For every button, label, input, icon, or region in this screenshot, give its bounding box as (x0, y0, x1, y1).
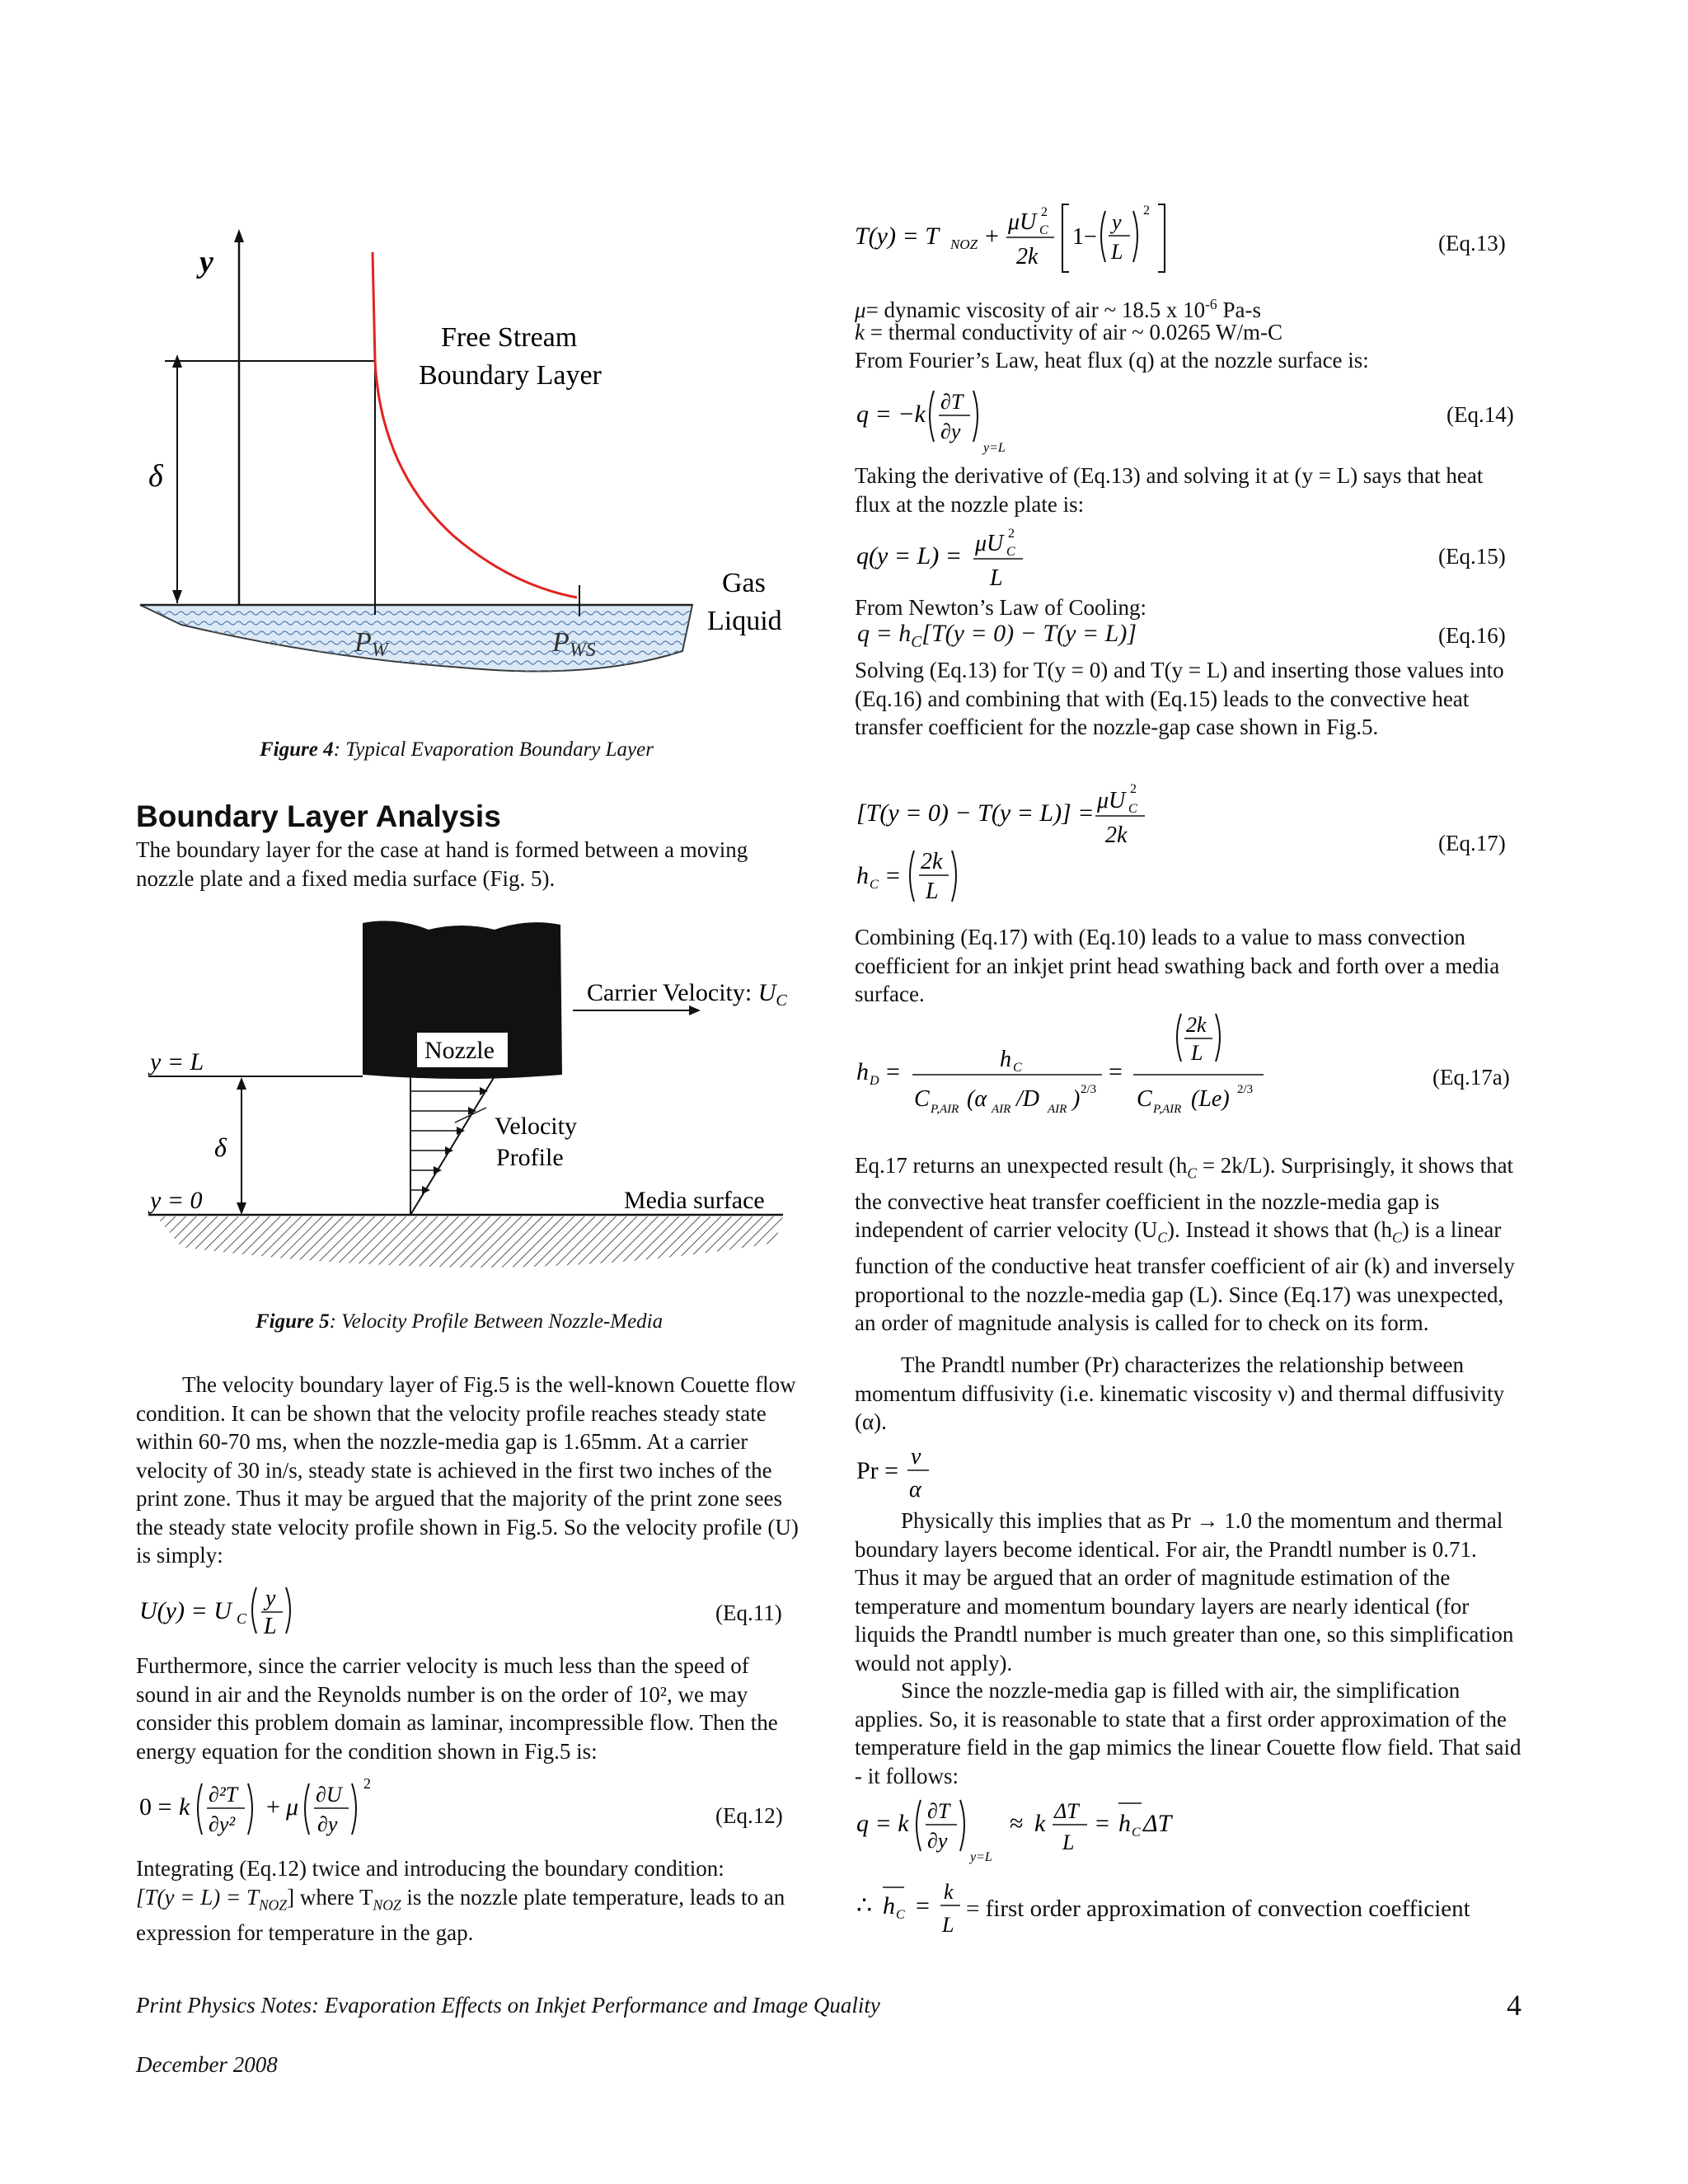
footer-date: December 2008 (136, 2052, 278, 2077)
solving-paragraph: Solving (Eq.13) for T(y = 0) and T(y = L) and inserting those values into (Eq.16) and combining that with (Eq.15) leads to the convective heat transfer coefficient for the nozzle-gap case shown in Fig.5. (855, 658, 1504, 739)
svg-text:μU: μU (975, 531, 1004, 556)
svg-text:C: C (896, 1908, 905, 1922)
eq12-number: (Eq.12) (715, 1803, 783, 1828)
svg-text:L: L (926, 879, 939, 904)
svg-text:h: h (856, 862, 869, 889)
eq11-number: (Eq.11) (715, 1601, 782, 1625)
svg-text:L: L (990, 565, 1003, 591)
svg-text:∴: ∴ (856, 1892, 873, 1919)
svg-text:L: L (1062, 1830, 1075, 1854)
eq13-number: (Eq.13) (1438, 231, 1506, 255)
svg-text:2: 2 (1041, 205, 1048, 219)
svg-text:0 =: 0 = (139, 1793, 172, 1821)
fig5-nozzle-label: Nozzle (424, 1037, 495, 1064)
svg-text:∂U: ∂U (316, 1783, 342, 1807)
svg-text:[T(y = 0) − T(y = L)] =: [T(y = 0) − T(y = L)] = (856, 799, 1095, 827)
svg-text:C: C (1137, 1086, 1152, 1112)
svg-text:C: C (1039, 223, 1048, 237)
figure-5-caption: Figure 5: Velocity Profile Between Nozzle-Media (256, 1310, 663, 1333)
svg-text:∂y: ∂y (927, 1829, 948, 1853)
svg-text:k: k (179, 1793, 190, 1821)
figure-5-diagram (132, 913, 808, 1292)
fig4-boundary-layer-label: Boundary Layer (419, 360, 602, 391)
svg-text:h: h (856, 1058, 869, 1085)
eq14-number: (Eq.14) (1447, 402, 1514, 427)
svg-text:+: + (985, 223, 999, 250)
svg-text:h: h (883, 1892, 895, 1919)
final-approximation-text: = first order approximation of convection coefficient (966, 1896, 1470, 1922)
svg-text:2/3: 2/3 (1081, 1083, 1097, 1096)
svg-text:y: y (265, 1586, 276, 1611)
equation-13 (853, 198, 1199, 280)
svg-text:Pr =: Pr = (856, 1457, 899, 1484)
svg-text:NOZ: NOZ (950, 237, 978, 252)
svg-text:k: k (1034, 1810, 1046, 1837)
svg-text:C: C (870, 878, 879, 892)
eq16-number: (Eq.16) (1438, 623, 1506, 648)
newton-line: From Newton’s Law of Cooling: (855, 595, 1146, 620)
left-paragraph-2: Furthermore, since the carrier velocity is much less than the speed of sound in air and the Reynolds number is on the order of 10², we may consider this problem domain as laminar, incompressible flow. Then the energy equation for the condition shown in Fig.5 is: (136, 1653, 778, 1764)
svg-text:AIR: AIR (1048, 1103, 1067, 1116)
svg-text:P,AIR: P,AIR (931, 1103, 959, 1116)
equation-17 (853, 775, 1199, 915)
mu-definition: μ= dynamic viscosity of air ~ 18.5 x $10^{-6}$ Pa-s (855, 296, 1261, 322)
physically-paragraph: Physically this implies that as Pr → 1.0 the momentum and thermal boundary layers become identical. For air, the Prandtl number is 0.71. Thus it may be argued that an order of magnitude estimation of the temperature and momentum boundary layers are nearly identical (for liquids the Prandtl number is much greater than one, so this simplification would not apply). (855, 1508, 1514, 1675)
equation-14 (853, 381, 1067, 460)
svg-text:P,AIR: P,AIR (1153, 1103, 1182, 1116)
svg-text:1−: 1− (1072, 224, 1097, 250)
fig4-gas-label: Gas (722, 568, 766, 598)
equation-final-q (853, 1790, 1199, 1869)
combining-paragraph: Combining (Eq.17) with (Eq.10) leads to a value to mass convection coefficient for an inkjet print head swathing back and forth over a media surface. (855, 925, 1500, 1006)
svg-text:μ: μ (286, 1793, 299, 1821)
svg-text:ΔT: ΔT (1054, 1799, 1079, 1823)
svg-text:=: = (1109, 1058, 1123, 1085)
svg-text:y=L: y=L (970, 1850, 992, 1864)
svg-text:μU: μU (1008, 209, 1037, 235)
fourier-line: From Fourier’s Law, heat flux (q) at the nozzle surface is: (855, 348, 1369, 373)
svg-text:C: C (1006, 545, 1015, 559)
left-paragraph-1: The velocity boundary layer of Fig.5 is the well-known Couette flow condition. It can be shown that the velocity profile reaches steady state within 60-70 ms, when the nozzle-media gap is 1.65mm. At a carrier velocity of 30 in/s, steady state is achieved in the first two inches of the print zone. Thus it may be argued that the majority of the print zone sees the steady state velocity profile shown in Fig.5. So the velocity profile (U) is simply: (136, 1372, 799, 1568)
footer-title: Print Physics Notes: Evaporation Effects on Inkjet Performance and Image Quality (136, 1993, 880, 2018)
fig4-delta-label: δ (148, 459, 163, 494)
svg-text:=: = (916, 1892, 930, 1919)
section-heading: Boundary Layer Analysis (136, 799, 501, 833)
svg-text:h: h (1118, 1810, 1131, 1837)
svg-text:q(y = L) =: q(y = L) = (856, 542, 962, 569)
svg-text:∂²T: ∂²T (209, 1783, 238, 1807)
svg-text:C: C (237, 1610, 247, 1627)
svg-text:U(y) = U: U(y) = U (139, 1597, 232, 1624)
svg-text:2: 2 (1130, 782, 1137, 796)
svg-text:+: + (266, 1793, 280, 1821)
svg-text:2k: 2k (1016, 244, 1039, 269)
figure-4-diagram (132, 223, 857, 717)
svg-text:2k: 2k (1105, 823, 1128, 848)
figure-4-caption: Figure 4: Typical Evaporation Boundary Layer (260, 738, 654, 761)
svg-text:C: C (1132, 1825, 1141, 1840)
svg-text:∂y²: ∂y² (209, 1812, 236, 1836)
svg-text:∂T: ∂T (940, 390, 964, 414)
fig5-carrier-velocity-label: Carrier Velocity: $U_C$ (587, 979, 787, 1010)
svg-text:2/3: 2/3 (1237, 1083, 1254, 1096)
equation-12 (136, 1772, 400, 1846)
svg-text:q = −k: q = −k (856, 401, 926, 428)
svg-text:/D: /D (1016, 1086, 1039, 1112)
svg-text:=: = (886, 1058, 900, 1085)
fig4-free-stream-label: Free Stream (441, 322, 578, 353)
fig4-pw-label: PW (354, 627, 388, 661)
fig5-velocity-label: Velocity (495, 1113, 577, 1140)
k-definition: k = thermal conductivity of air ~ 0.0265 W/m-C (855, 320, 1282, 344)
eq17-result-paragraph: Eq.17 returns an unexpected result $(h_C = 2k/L)$. Surprisingly, it shows that the convective heat transfer coefficient in the nozzle-media gap is independent of carrier velocity $(U_C)$. Instead it shows that $(h_C)$ is a linear function of the conductive heat transfer coefficient of air (k) and inversely proportional to the nozzle-media gap (L). Since (Eq.17) was unexpected, an order of magnitude analysis is called for to check on its form. (855, 1153, 1515, 1336)
svg-text:C: C (1128, 802, 1137, 816)
svg-text:AIR: AIR (992, 1103, 1011, 1116)
eq17a-number: (Eq.17a) (1432, 1065, 1510, 1090)
svg-text:∂y: ∂y (317, 1812, 338, 1836)
fig5-y-eq-0-label: y = 0 (150, 1187, 203, 1214)
left-paragraph-3: Integrating (Eq.12) twice and introducing the boundary condition: $[T(y = L) = T_{NOZ}]$ where $T_{NOZ}$ is the nozzle plate temperature, leads to an expression for temperature in the gap. (136, 1856, 785, 1946)
svg-text:ΔT: ΔT (1143, 1810, 1172, 1837)
svg-text:T(y) = T: T(y) = T (855, 223, 939, 250)
fig5-delta-label: δ (214, 1132, 227, 1162)
prandtl-paragraph: The Prandtl number (Pr) characterizes the relationship between momentum diffusivity (i.e. kinematic viscosity ν) and thermal diffusivity (α). (855, 1352, 1505, 1434)
fig4-y-label: y (199, 245, 213, 279)
svg-text:=: = (1095, 1810, 1109, 1837)
intro-paragraph: The boundary layer for the case at hand is formed between a moving nozzle plate and a fixed media surface (Fig. 5). (136, 837, 748, 891)
svg-text:h: h (1000, 1047, 1011, 1072)
svg-text:C: C (1013, 1061, 1022, 1075)
equation-11 (136, 1577, 383, 1643)
svg-text:(α: (α (967, 1086, 987, 1112)
svg-text:L: L (1111, 240, 1123, 264)
svg-text:C: C (914, 1086, 930, 1112)
svg-text:D: D (870, 1074, 879, 1088)
svg-text:2k: 2k (1186, 1013, 1207, 1037)
svg-text:≈: ≈ (1010, 1810, 1024, 1837)
equation-16: $q = h_C[T(y = 0) - T(y = L)]$ (857, 620, 1137, 651)
svg-text:): ) (1072, 1086, 1081, 1112)
fig5-profile-label: Profile (496, 1144, 564, 1171)
fig5-y-eq-l-label: y = L (150, 1048, 204, 1076)
equation-15 (853, 521, 1067, 595)
page-number: 4 (1507, 1989, 1522, 2022)
svg-text:L: L (264, 1614, 277, 1639)
svg-text:q = k: q = k (856, 1810, 909, 1837)
svg-text:y=L: y=L (983, 441, 1006, 455)
svg-text:∂T: ∂T (927, 1799, 950, 1823)
equation-17a (853, 1007, 1282, 1131)
svg-text:2: 2 (1008, 527, 1015, 541)
svg-text:y: y (1112, 210, 1122, 234)
svg-text:L: L (942, 1913, 954, 1937)
eq15-number: (Eq.15) (1438, 544, 1506, 569)
fig4-pws-label: PWS (552, 627, 596, 661)
fig5-media-surface-label: Media surface (624, 1187, 765, 1214)
svg-text:ν: ν (911, 1444, 921, 1469)
svg-text:μU: μU (1097, 788, 1126, 813)
svg-text:α: α (909, 1477, 921, 1502)
equation-prandtl (853, 1436, 985, 1510)
svg-text:2: 2 (363, 1775, 371, 1792)
eq17-number: (Eq.17) (1438, 831, 1506, 855)
svg-text:∂y: ∂y (940, 419, 961, 443)
derivative-paragraph: Taking the derivative of (Eq.13) and solving it at (y = L) says that heat flux at the nozzle plate is: (855, 463, 1484, 517)
svg-text:(Le): (Le) (1191, 1086, 1230, 1112)
svg-text:k: k (944, 1880, 954, 1904)
svg-text:2: 2 (1143, 204, 1150, 218)
svg-text:2k: 2k (921, 849, 943, 874)
svg-text:=: = (886, 862, 900, 889)
svg-text:L: L (1191, 1041, 1203, 1065)
since-paragraph: Since the nozzle-media gap is filled with air, the simplification applies. So, it is reasonable to state that a first order approximation of the temperature field in the gap mimics the linear Couette flow field. That said - it follows: (855, 1678, 1522, 1788)
fig4-liquid-label: Liquid (707, 606, 782, 636)
